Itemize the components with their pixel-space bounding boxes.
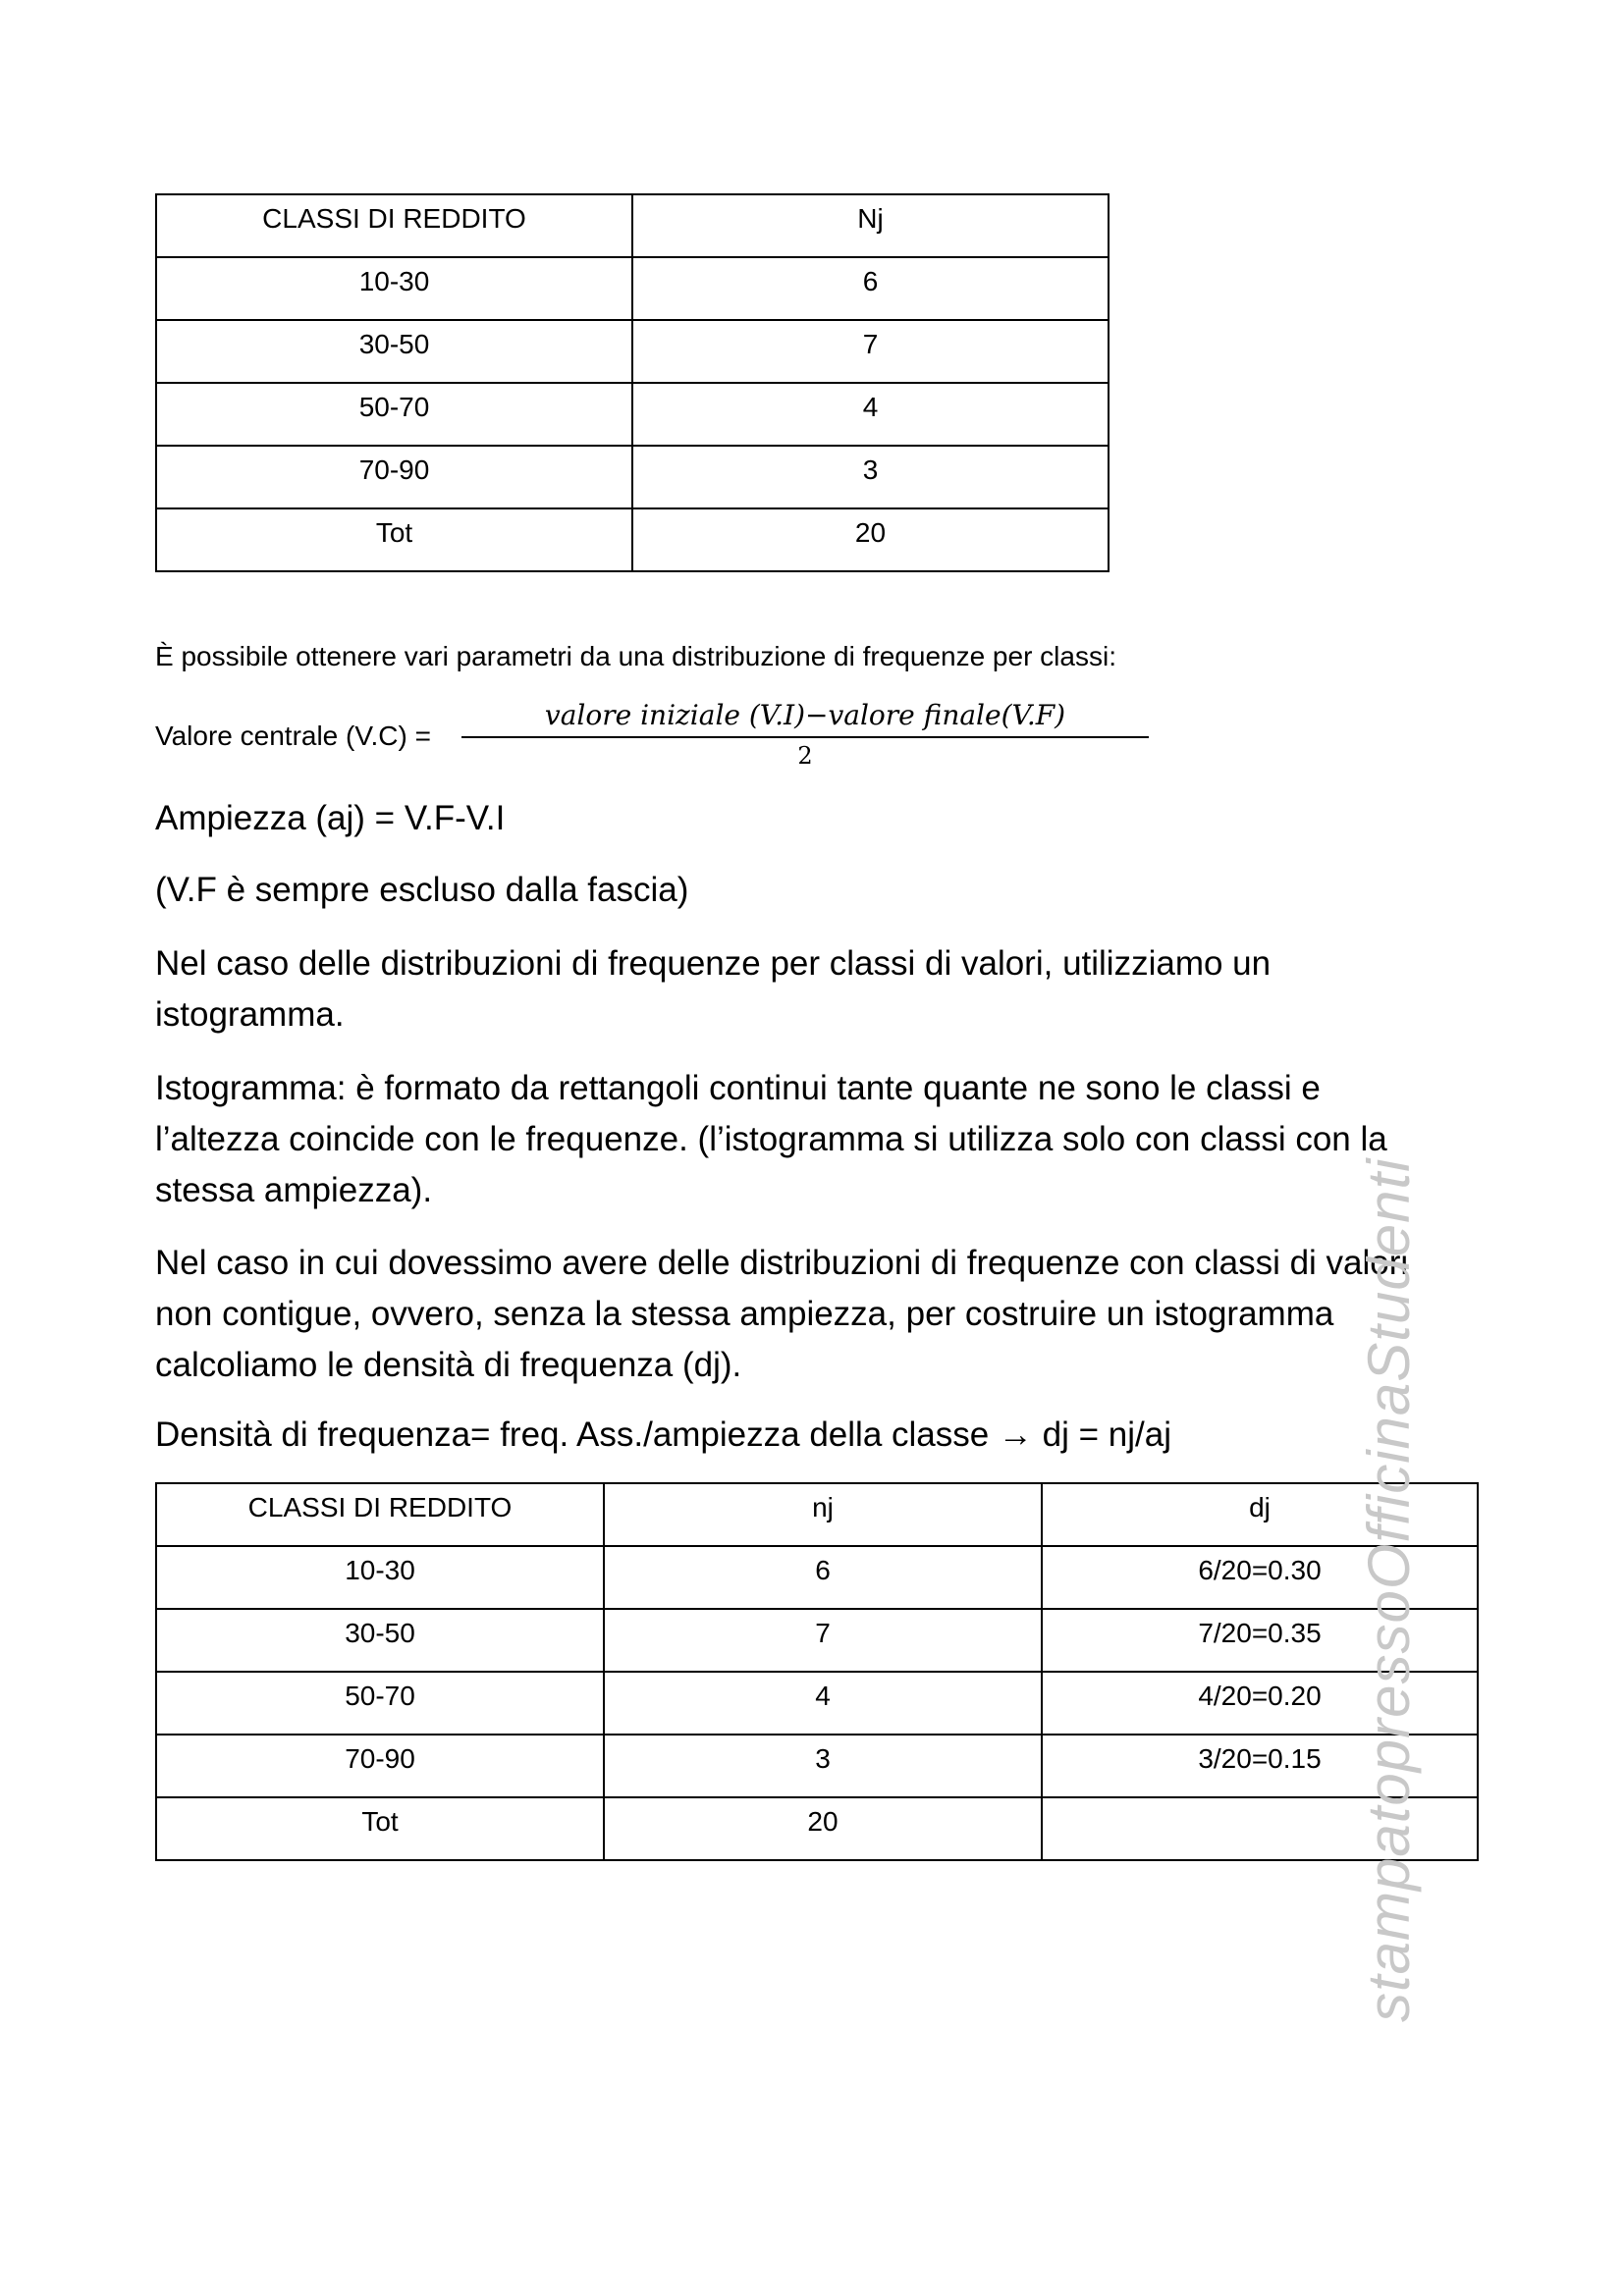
fraction-bar [461,736,1149,738]
histogram-paragraph: Nel caso delle distribuzioni di frequenze per classi di valori, utilizziamo un istogramma. [155,944,1272,1034]
table-cell: 10-30 [156,257,632,320]
table-header-row [156,194,1109,257]
header-cell: nj [604,1483,1042,1546]
table-cell: 7 [632,320,1109,383]
table-row [156,383,1109,446]
histogram-definition: Istogramma: è formato da rettangoli continui tante quante ne sono le classi e l’altezza coincide con le frequenze. (l’istogramma si utilizza solo con classi con la stessa ampiezza). [155,1069,1387,1209]
formula-label: Valore centrale (V.C) = [155,721,431,751]
table-header-row [156,1483,1478,1546]
header-cell: CLASSI DI REDDITO [156,194,632,257]
formula-fraction [461,699,1149,770]
density-formula: Densità di frequenza= freq. Ass./ampiezza della classe → dj = nj/aj [155,1415,1171,1454]
density-table [155,1482,1479,1861]
table-row [156,1609,1478,1672]
table-cell: Tot [156,508,632,571]
table-cell: 70-90 [156,1735,604,1797]
table-cell: 30-50 [156,1609,604,1672]
table-row [156,1735,1478,1797]
table-cell: 3 [632,446,1109,508]
income-frequency-table [155,193,1110,572]
table-cell: Tot [156,1797,604,1860]
table-cell: 6/20=0.30 [1042,1546,1478,1609]
table-cell: 20 [604,1797,1042,1860]
vf-note: (V.F è sempre escluso dalla fascia) [155,871,689,909]
formula-numerator: valore iniziale (V.I)−valore finale(V.F) [544,699,1066,731]
watermark: stampatopressoOfficinaStudenti [1356,1157,1422,2022]
table-cell: 70-90 [156,446,632,508]
table-cell: 50-70 [156,383,632,446]
table-row [156,1546,1478,1609]
table-row [156,508,1109,571]
density-paragraph: Nel caso in cui dovessimo avere delle distribuzioni di frequenze con classi di valori non contigue, ovvero, senza la stessa ampiezza, per costruire un istogramma calcoliamo le densità di frequenza (dj). [155,1244,1409,1384]
table-cell: 6 [632,257,1109,320]
table-cell: 4 [632,383,1109,446]
table-row [156,320,1109,383]
table-cell: 20 [632,508,1109,571]
header-cell: Nj [632,194,1109,257]
table-cell: 7/20=0.35 [1042,1609,1478,1672]
table-cell: 4/20=0.20 [1042,1672,1478,1735]
ampiezza-definition: Ampiezza (aj) = V.F-V.I [155,799,506,837]
intro-paragraph: È possibile ottenere vari parametri da una distribuzione di frequenze per classi: [155,641,1116,671]
table-cell: 4 [604,1672,1042,1735]
table-cell: 3/20=0.15 [1042,1735,1478,1797]
header-cell: CLASSI DI REDDITO [156,1483,604,1546]
table-cell: 3 [604,1735,1042,1797]
table-cell: 50-70 [156,1672,604,1735]
header-cell: dj [1042,1483,1478,1546]
formula-denominator: 2 [797,742,813,770]
table-cell: 7 [604,1609,1042,1672]
table-row [156,1672,1478,1735]
table-cell: 30-50 [156,320,632,383]
table-row [156,257,1109,320]
table-row [156,446,1109,508]
table-cell: 6 [604,1546,1042,1609]
table-cell: 10-30 [156,1546,604,1609]
table-row [156,1797,1478,1860]
